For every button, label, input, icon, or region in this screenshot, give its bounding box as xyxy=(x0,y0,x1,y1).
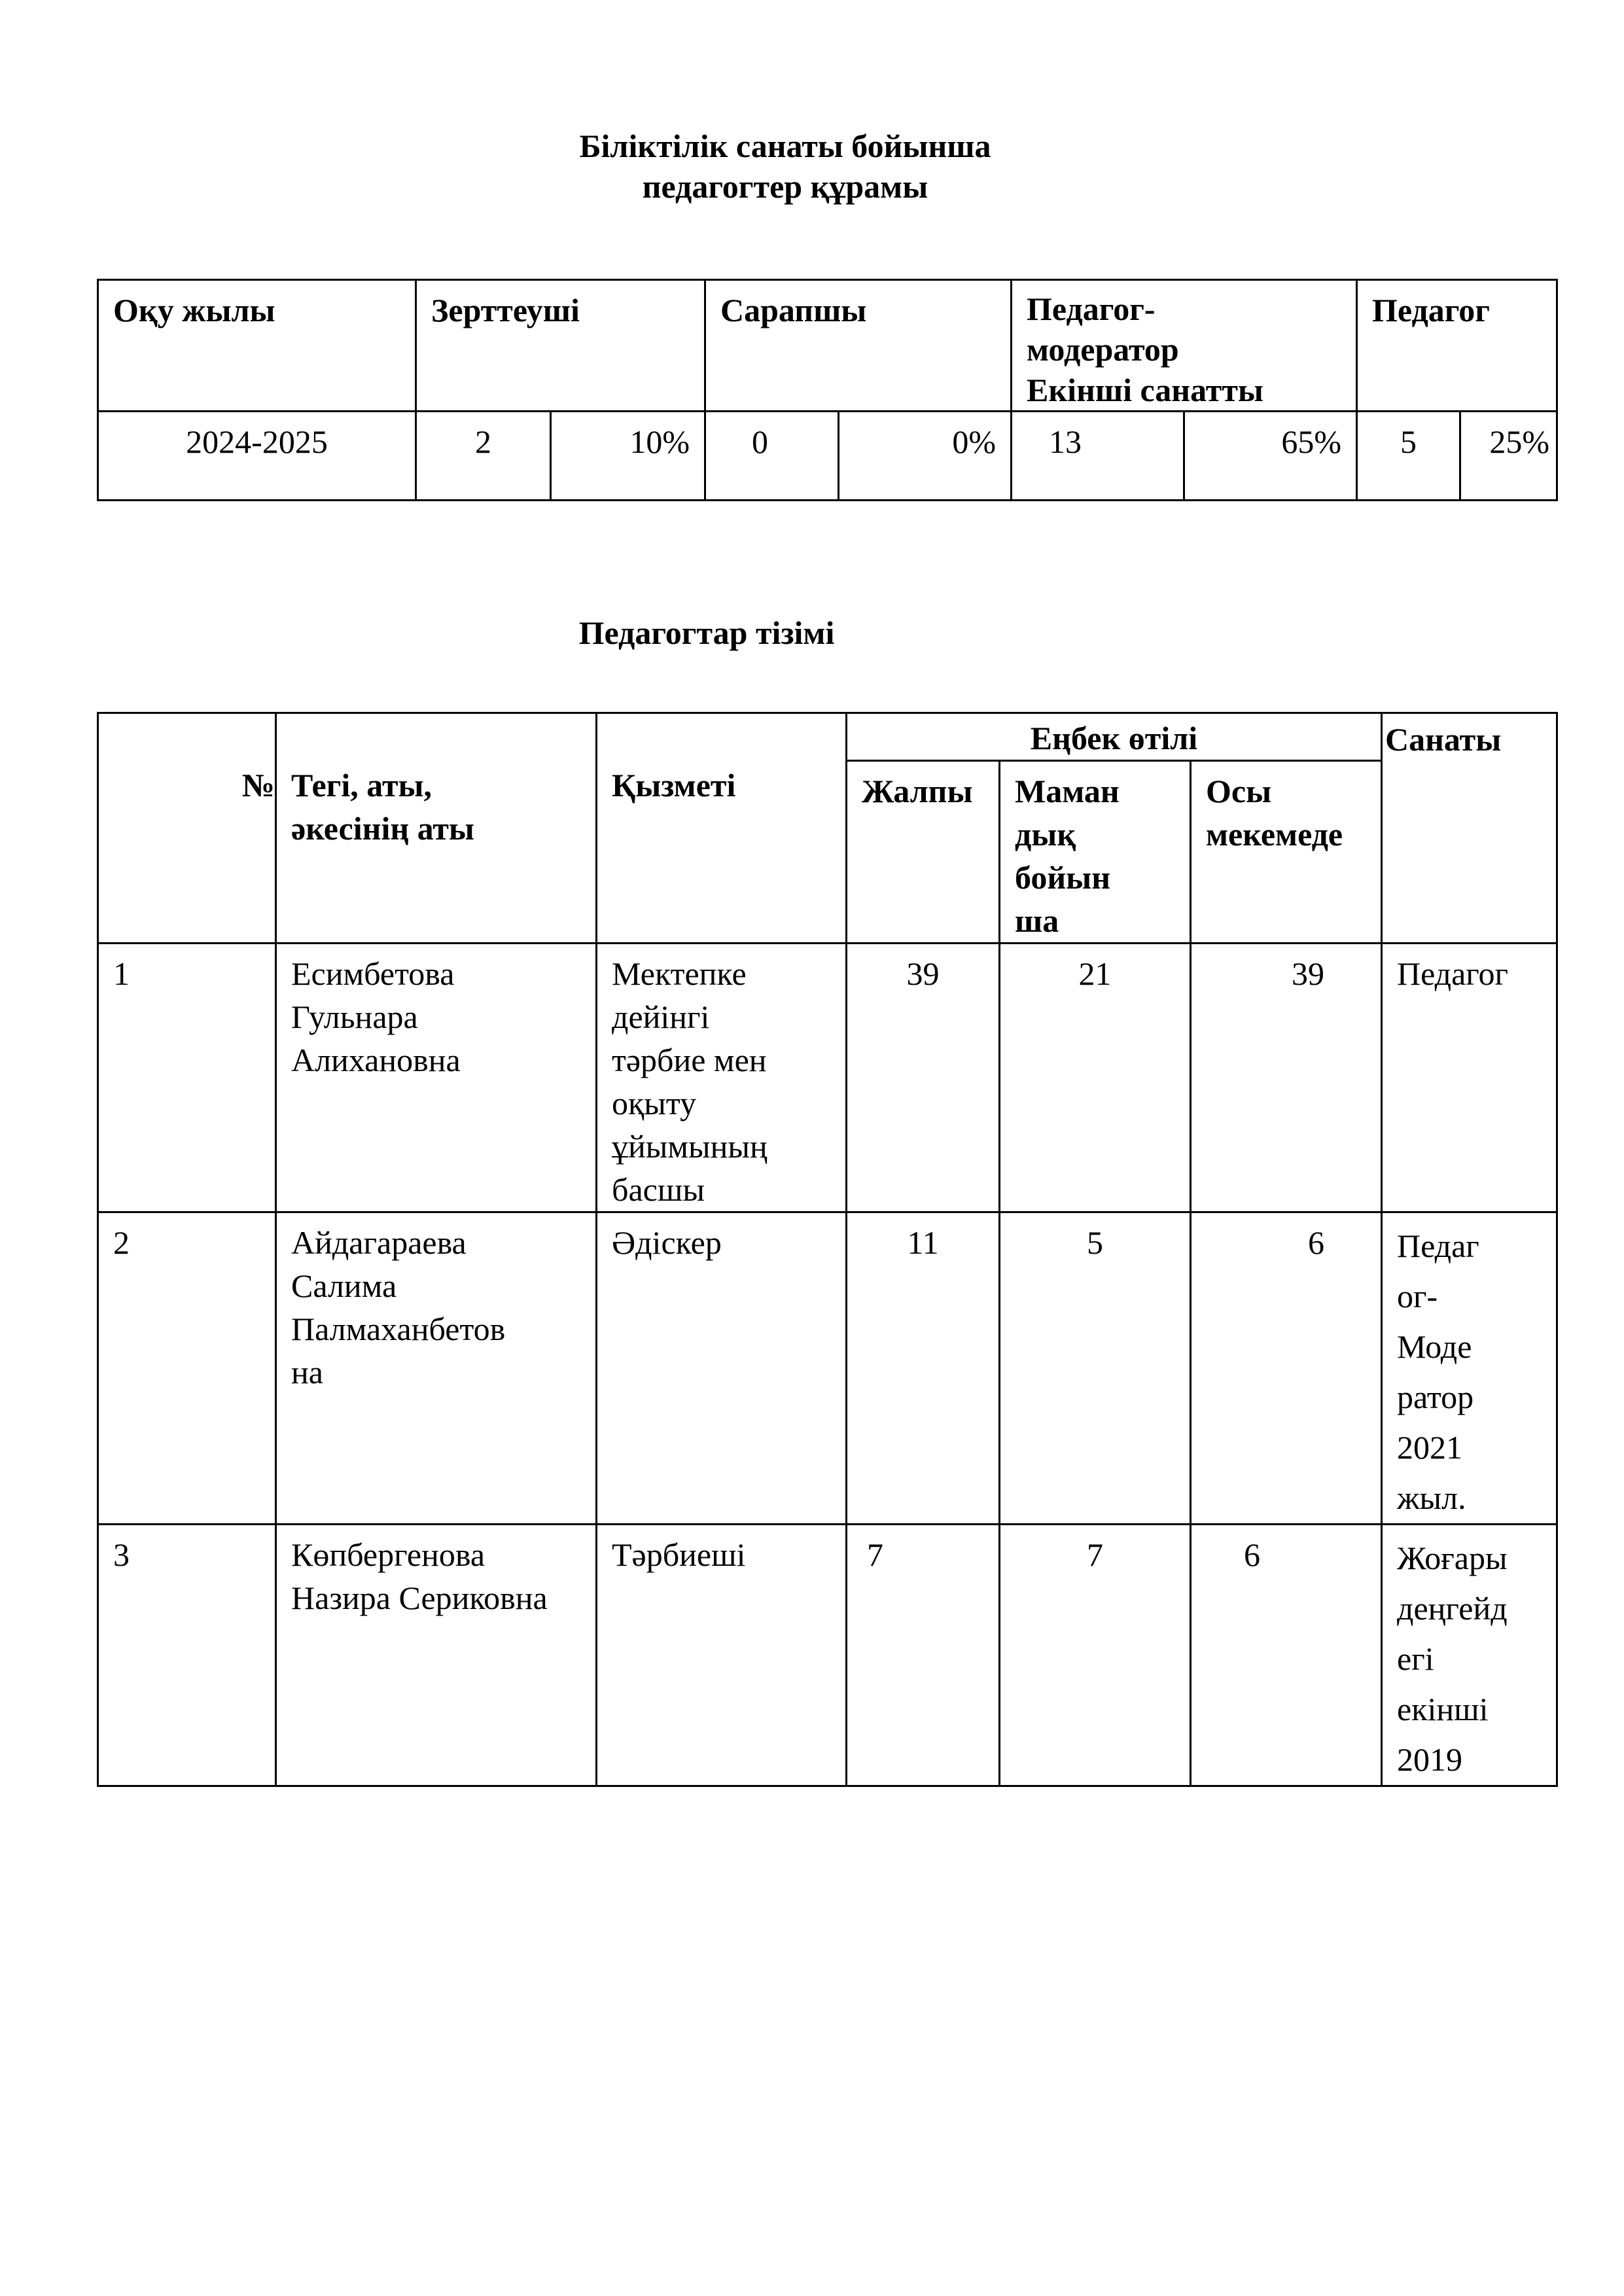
header-moderator-l1: Педагог- xyxy=(1027,291,1156,327)
header-full-name-l1: Тегі, аты, xyxy=(291,767,432,804)
header-specialty-l3: бойын xyxy=(1015,859,1110,896)
summary-year: 2024-2025 xyxy=(98,412,416,501)
staff-total-experience: 11 xyxy=(847,1212,1000,1525)
header-full-name-l2: әкесінің аты xyxy=(291,810,474,847)
staff-row-2 xyxy=(98,1212,1557,1525)
staff-total-experience: 7 xyxy=(847,1525,1000,1786)
header-moderator-l2: модератор xyxy=(1027,331,1179,368)
header-work-experience: Еңбек өтілі xyxy=(847,713,1382,761)
summary-title-line1: Біліктілік санаты бойынша xyxy=(579,128,991,164)
staff-position-line: ұйымының xyxy=(612,1128,768,1165)
staff-name-line: Палмаханбетов xyxy=(291,1311,506,1347)
header-specialty-l2: дық xyxy=(1015,816,1076,853)
header-expert: Сарапшы xyxy=(705,280,1012,412)
header-teacher: Педагог xyxy=(1357,280,1557,412)
staff-list-title-text: Педагогтар тізімі xyxy=(578,614,835,651)
staff-category-line: Педагог xyxy=(1397,955,1509,992)
staff-number: 2 xyxy=(98,1212,276,1525)
header-researcher: Зерттеуші xyxy=(416,280,705,412)
staff-category-line: деңгейд xyxy=(1397,1590,1508,1627)
staff-category-line: жыл. xyxy=(1397,1479,1466,1516)
header-full-name xyxy=(276,713,597,944)
staff-name-line: Гульнара xyxy=(291,998,418,1035)
summary-moderator-count: 13 xyxy=(1012,412,1184,501)
header-moderator xyxy=(1012,280,1357,412)
summary-title xyxy=(0,126,1570,207)
header-this-institution-l1: Осы xyxy=(1206,773,1272,809)
staff-name-line: Айдагараева xyxy=(291,1224,467,1261)
summary-teacher-count: 5 xyxy=(1357,412,1460,501)
staff-position-line: тәрбие мен xyxy=(612,1042,767,1078)
staff-position-line: оқыту xyxy=(612,1085,697,1122)
staff-position xyxy=(597,1525,847,1786)
staff-institution-experience: 39 xyxy=(1191,944,1382,1212)
header-moderator-l3: Екінші санатты xyxy=(1027,372,1263,408)
header-specialty-l1: Маман xyxy=(1015,773,1120,809)
summary-table xyxy=(97,279,1558,501)
header-category: Санаты xyxy=(1382,713,1557,944)
staff-category-line: Моде xyxy=(1397,1328,1472,1365)
staff-name xyxy=(276,1212,597,1525)
staff-specialty-experience: 21 xyxy=(1000,944,1191,1212)
staff-position-line: Тәрбиеші xyxy=(612,1536,746,1573)
staff-row-3 xyxy=(98,1525,1557,1786)
header-number: № xyxy=(98,713,276,944)
staff-category xyxy=(1382,1212,1557,1525)
staff-specialty-experience: 7 xyxy=(1000,1525,1191,1786)
staff-position-line: Әдіскер xyxy=(612,1224,722,1261)
staff-total-experience: 39 xyxy=(847,944,1000,1212)
staff-category-line: 2021 xyxy=(1397,1429,1463,1466)
staff-name-line: Көпбергенова xyxy=(291,1536,485,1573)
header-specialty-l4: ша xyxy=(1015,902,1059,939)
staff-category-line: ратор xyxy=(1397,1379,1474,1415)
staff-name-line: Салима xyxy=(291,1267,397,1304)
staff-name xyxy=(276,1525,597,1786)
staff-category-line: Педаг xyxy=(1397,1227,1479,1264)
staff-name-line: Алихановна xyxy=(291,1042,461,1078)
staff-position-line: Мектепке xyxy=(612,955,747,992)
summary-expert-count: 0 xyxy=(705,412,839,501)
staff-row-1 xyxy=(98,944,1557,1212)
staff-institution-experience: 6 xyxy=(1191,1212,1382,1525)
staff-category-line: 2019 xyxy=(1397,1741,1463,1778)
summary-title-line2: педагогтер құрамы xyxy=(642,168,928,205)
staff-number: 3 xyxy=(98,1525,276,1786)
header-this-institution-l2: мекемеде xyxy=(1206,816,1343,853)
staff-name-line: на xyxy=(291,1354,323,1390)
header-position: Қызметі xyxy=(597,713,847,944)
summary-researcher-count: 2 xyxy=(416,412,551,501)
staff-name-line: Есимбетова xyxy=(291,955,455,992)
staff-category-line: екінші xyxy=(1397,1691,1489,1727)
summary-moderator-percent: 65% xyxy=(1184,412,1357,501)
staff-institution-experience: 6 xyxy=(1191,1525,1382,1786)
summary-expert-percent: 0% xyxy=(839,412,1012,501)
staff-position xyxy=(597,944,847,1212)
staff-name xyxy=(276,944,597,1212)
staff-position xyxy=(597,1212,847,1525)
header-specialty xyxy=(1000,761,1191,944)
staff-category xyxy=(1382,944,1557,1212)
staff-position-line: дейінгі xyxy=(612,998,710,1035)
staff-position-line: басшы xyxy=(612,1171,705,1208)
summary-researcher-percent: 10% xyxy=(551,412,705,501)
staff-category-line: ог- xyxy=(1397,1278,1438,1315)
staff-category xyxy=(1382,1525,1557,1786)
staff-specialty-experience: 5 xyxy=(1000,1212,1191,1525)
summary-teacher-percent: 25% xyxy=(1460,412,1557,501)
header-year: Оқу жылы xyxy=(98,280,416,412)
header-total: Жалпы xyxy=(847,761,1000,944)
staff-category-line: Жоғары xyxy=(1397,1540,1508,1576)
staff-list-title xyxy=(0,612,1492,653)
staff-category-line: егі xyxy=(1397,1640,1434,1677)
header-this-institution xyxy=(1191,761,1382,944)
staff-number: 1 xyxy=(98,944,276,1212)
staff-name-line: Назира Сериковна xyxy=(291,1580,548,1616)
staff-table xyxy=(97,712,1558,1787)
